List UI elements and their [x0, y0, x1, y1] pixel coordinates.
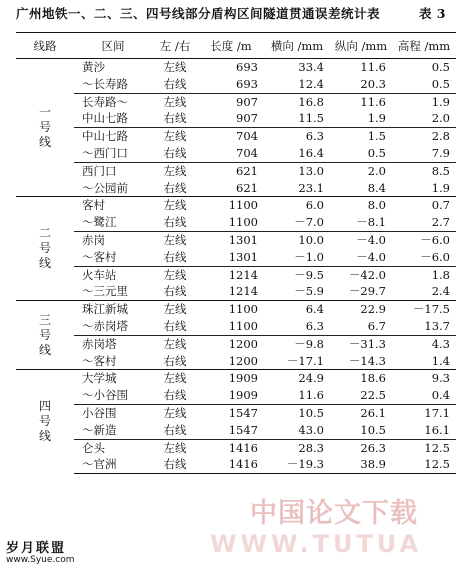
side-cell: 左线 — [152, 93, 198, 110]
length-cell: 621 — [198, 162, 264, 179]
section-cell: ～鹭江 — [82, 215, 117, 230]
side-cell: 右线 — [163, 249, 187, 264]
section-cell: 客村 — [74, 197, 152, 214]
table-row — [16, 439, 456, 456]
header-length: 长度 /m — [198, 33, 264, 59]
side-cell: 左线 — [152, 370, 198, 387]
section-cell: 仑头 — [74, 439, 152, 456]
vertical-cell: －31.3 — [330, 335, 392, 352]
side-cell: 左线 — [152, 231, 198, 248]
length-cell: 621 — [236, 180, 258, 195]
elevation-cell: 13.7 — [424, 318, 450, 333]
vertical-cell: 20.3 — [360, 76, 386, 91]
section-cell: 珠江新城 — [74, 301, 152, 318]
section-cell: ～客村 — [82, 353, 117, 368]
length-cell: 907 — [198, 93, 264, 110]
section-cell: 黄沙 — [82, 60, 105, 74]
table-title-text: 广州地铁一、二、三、四号线部分盾构区间隧道贯通误差统计表 — [16, 6, 381, 21]
section-cell: ～小谷围 — [82, 388, 128, 403]
header-horizontal: 横向 /mm — [264, 33, 330, 59]
vertical-cell: －4.0 — [356, 249, 386, 264]
vertical-cell: －14.3 — [348, 353, 386, 368]
length-cell: 704 — [236, 145, 258, 160]
elevation-cell: －6.0 — [392, 231, 456, 248]
table-row — [16, 283, 456, 300]
length-cell: 704 — [198, 128, 264, 145]
vertical-cell: －8.1 — [356, 215, 386, 230]
elevation-cell: 1.4 — [431, 353, 450, 368]
section-cell: 火车站 — [74, 266, 152, 283]
side-cell: 左线 — [152, 439, 198, 456]
header-section: 区间 — [74, 33, 152, 59]
vertical-cell: 26.1 — [330, 404, 392, 421]
length-cell: 693 — [236, 76, 258, 91]
table-row — [16, 162, 456, 179]
elevation-cell: 2.0 — [431, 111, 450, 126]
section-cell: ～官洲 — [74, 456, 152, 473]
section-cell: 赤岗塔 — [74, 335, 152, 352]
section-cell: ～新造 — [82, 422, 117, 437]
horizontal-cell: 6.3 — [305, 318, 324, 333]
table-title — [16, 4, 456, 24]
length-cell: 1214 — [198, 266, 264, 283]
side-cell: 右线 — [152, 456, 198, 473]
length-cell: 1100 — [198, 197, 264, 214]
side-cell: 右线 — [163, 180, 187, 195]
table-row — [16, 128, 456, 145]
watermark-cn: 中国论文下载 — [250, 498, 418, 529]
table-row — [16, 318, 456, 335]
elevation-cell: 16.1 — [424, 422, 450, 437]
horizontal-cell: －17.1 — [286, 353, 324, 368]
elevation-cell: 4.3 — [392, 335, 456, 352]
table-row — [16, 197, 456, 214]
vertical-cell: 8.4 — [367, 180, 386, 195]
side-cell: 右线 — [163, 111, 187, 126]
section-cell: 长寿路～ — [74, 93, 152, 110]
horizontal-cell: －1.0 — [294, 249, 324, 264]
table-row — [16, 249, 456, 266]
elevation-cell: －6.0 — [420, 249, 450, 264]
vertical-cell: 1.9 — [367, 111, 386, 126]
section-cell: ～客村 — [82, 249, 117, 264]
horizontal-cell: 12.4 — [298, 76, 324, 91]
horizontal-cell: 10.0 — [264, 231, 330, 248]
elevation-cell: 1.8 — [392, 266, 456, 283]
section-cell: ～公园前 — [82, 180, 128, 195]
line-name-cell — [16, 370, 74, 474]
horizontal-cell: 6.4 — [264, 301, 330, 318]
line-name: 四号线 — [38, 399, 51, 444]
table-row — [16, 93, 456, 110]
vertical-cell: 1.5 — [330, 128, 392, 145]
table-row — [16, 335, 456, 352]
length-cell: 1200 — [198, 335, 264, 352]
table-row — [16, 404, 456, 421]
length-cell: 1547 — [198, 404, 264, 421]
vertical-cell: 22.9 — [330, 301, 392, 318]
elevation-cell: 8.5 — [392, 162, 456, 179]
table-row — [16, 59, 456, 76]
length-cell: 907 — [236, 111, 258, 126]
horizontal-cell: －9.5 — [264, 266, 330, 283]
tunnel-error-table — [16, 32, 456, 474]
side-cell: 左线 — [152, 266, 198, 283]
table-row — [16, 231, 456, 248]
table-row — [16, 266, 456, 283]
section-cell: 赤岗 — [74, 231, 152, 248]
side-cell: 右线 — [163, 76, 187, 91]
vertical-cell: 11.6 — [360, 60, 386, 74]
side-cell: 左线 — [152, 301, 198, 318]
length-cell: 1301 — [228, 249, 258, 264]
table-row — [16, 301, 456, 318]
vertical-cell: 10.5 — [360, 422, 386, 437]
side-cell: 右线 — [163, 388, 187, 403]
elevation-cell: 0.7 — [392, 197, 456, 214]
header-line: 线路 — [16, 33, 74, 59]
elevation-cell: 9.3 — [392, 370, 456, 387]
section-cell: 西门口 — [74, 162, 152, 179]
section-cell: ～三元里 — [82, 284, 128, 299]
side-cell: 右线 — [163, 318, 187, 333]
watermark-en: WWW.TUTUA — [210, 530, 423, 558]
side-cell: 右线 — [163, 422, 187, 437]
table-row — [16, 145, 456, 162]
length-cell: 1547 — [228, 422, 258, 437]
header-vertical: 纵向 /mm — [330, 33, 392, 59]
vertical-cell: －29.7 — [348, 284, 386, 299]
line-name: 一号线 — [38, 105, 51, 150]
section-cell: 中山七路 — [74, 128, 152, 145]
horizontal-cell: 6.0 — [264, 197, 330, 214]
length-cell: 1909 — [228, 388, 258, 403]
side-cell: 左线 — [152, 197, 198, 214]
side-cell: 左线 — [152, 335, 198, 352]
table-row — [16, 180, 456, 197]
header-side: 左 /右 — [152, 33, 198, 59]
line-name: 三号线 — [38, 312, 51, 357]
side-cell: 右线 — [163, 284, 187, 299]
horizontal-cell: 10.5 — [264, 404, 330, 421]
horizontal-cell: 23.1 — [298, 180, 324, 195]
elevation-cell: 1.9 — [431, 180, 450, 195]
header-elevation: 高程 /mm — [392, 33, 456, 59]
horizontal-cell: －9.8 — [264, 335, 330, 352]
side-cell: 右线 — [163, 215, 187, 230]
horizontal-cell: －7.0 — [294, 215, 324, 230]
horizontal-cell: 28.3 — [264, 439, 330, 456]
elevation-cell: －17.5 — [392, 301, 456, 318]
section-cell: 中山七路 — [82, 111, 128, 126]
section-cell: 大学城 — [74, 370, 152, 387]
horizontal-cell: 24.9 — [264, 370, 330, 387]
line-name-cell — [16, 59, 74, 197]
elevation-cell: 0.5 — [431, 76, 450, 91]
site-logo-url: www.Syue.com — [6, 555, 75, 565]
section-cell: ～长寿路 — [82, 76, 128, 91]
table-header-row — [16, 33, 456, 59]
length-cell: 1100 — [228, 318, 258, 333]
horizontal-cell: 13.0 — [264, 162, 330, 179]
table-row — [16, 214, 456, 231]
table-row — [16, 422, 456, 439]
vertical-cell: 18.6 — [330, 370, 392, 387]
horizontal-cell: 43.0 — [298, 422, 324, 437]
line-name-cell — [16, 197, 74, 301]
table-row — [16, 456, 456, 473]
table-row — [16, 110, 456, 127]
side-cell: 右线 — [163, 145, 187, 160]
elevation-cell: 0.5 — [431, 60, 450, 74]
section-cell: ～赤岗塔 — [82, 318, 128, 333]
horizontal-cell: 6.3 — [264, 128, 330, 145]
elevation-cell: 1.9 — [392, 93, 456, 110]
table-number: 表 3 — [418, 6, 446, 21]
length-cell: 1200 — [228, 353, 258, 368]
length-cell: 693 — [236, 60, 258, 74]
table-body — [16, 59, 456, 474]
table-row — [16, 76, 456, 93]
side-cell: 左线 — [152, 162, 198, 179]
vertical-cell: 0.5 — [367, 145, 386, 160]
line-name-cell — [16, 301, 74, 370]
line-name: 二号线 — [38, 226, 51, 271]
elevation-cell: 17.1 — [392, 404, 456, 421]
vertical-cell: 11.6 — [330, 93, 392, 110]
vertical-cell: 8.0 — [330, 197, 392, 214]
elevation-cell: 2.8 — [392, 128, 456, 145]
section-cell: ～西门口 — [82, 145, 128, 160]
elevation-cell: 7.9 — [431, 145, 450, 160]
horizontal-cell: 33.4 — [298, 60, 324, 74]
vertical-cell: －4.0 — [330, 231, 392, 248]
length-cell: 1301 — [198, 231, 264, 248]
elevation-cell: 0.4 — [431, 388, 450, 403]
side-cell: 左线 — [152, 128, 198, 145]
vertical-cell: 6.7 — [367, 318, 386, 333]
side-cell: 左线 — [152, 404, 198, 421]
vertical-cell: 26.3 — [330, 439, 392, 456]
horizontal-cell: 16.4 — [298, 145, 324, 160]
length-cell: 1100 — [198, 301, 264, 318]
horizontal-cell: －5.9 — [294, 284, 324, 299]
vertical-cell: －42.0 — [330, 266, 392, 283]
horizontal-cell: 11.6 — [298, 388, 324, 403]
vertical-cell: 22.5 — [360, 388, 386, 403]
table-row — [16, 387, 456, 404]
length-cell: 1416 — [198, 439, 264, 456]
elevation-cell: 12.5 — [392, 439, 456, 456]
side-cell: 左线 — [163, 60, 187, 74]
length-cell: 1100 — [228, 215, 258, 230]
vertical-cell: 38.9 — [330, 456, 392, 473]
side-cell: 右线 — [163, 353, 187, 368]
horizontal-cell: 16.8 — [264, 93, 330, 110]
site-logo: 岁月联盟 — [6, 541, 67, 556]
horizontal-cell: 11.5 — [298, 111, 324, 126]
table-row — [16, 353, 456, 370]
length-cell: 1416 — [198, 456, 264, 473]
section-cell: 小谷围 — [74, 404, 152, 421]
elevation-cell: 12.5 — [392, 456, 456, 473]
horizontal-cell: －19.3 — [264, 456, 330, 473]
vertical-cell: 2.0 — [330, 162, 392, 179]
table-row — [16, 370, 456, 387]
elevation-cell: 2.7 — [431, 215, 450, 230]
length-cell: 1909 — [198, 370, 264, 387]
elevation-cell: 2.4 — [431, 284, 450, 299]
length-cell: 1214 — [228, 284, 258, 299]
